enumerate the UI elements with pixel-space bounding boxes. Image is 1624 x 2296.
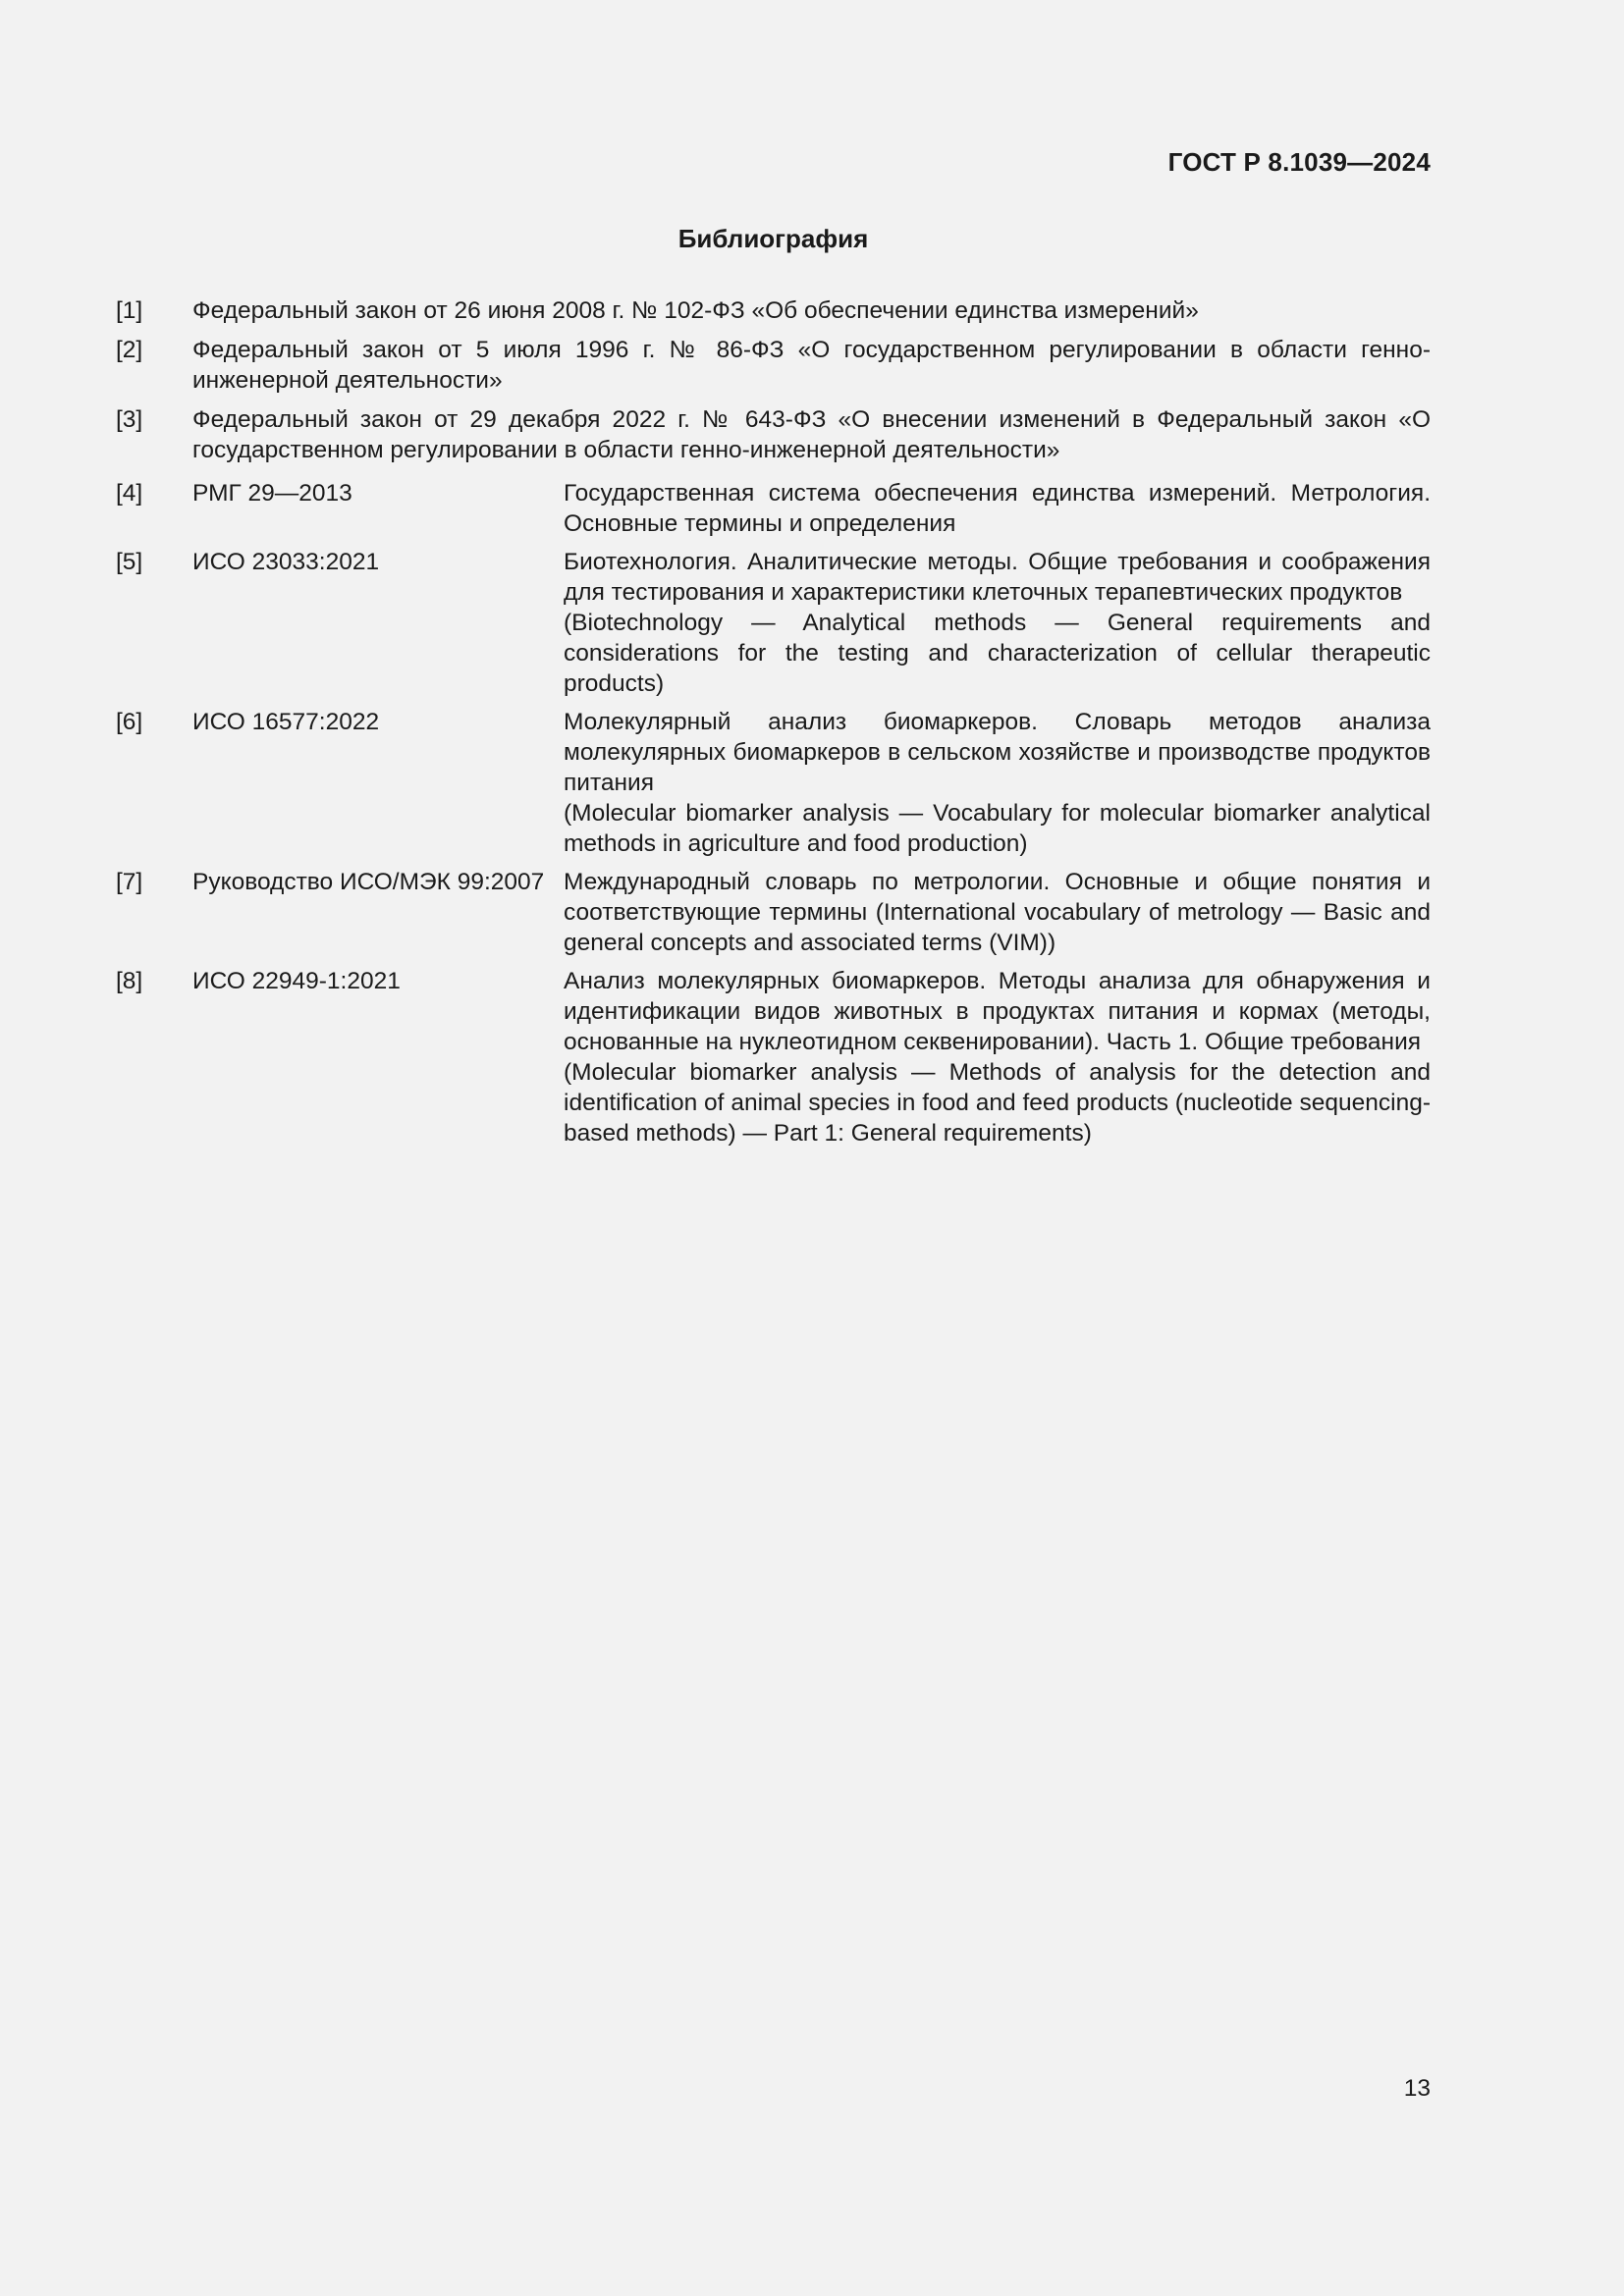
reference-code: ИСО 16577:2022 xyxy=(192,709,380,735)
reference-number: [6] xyxy=(116,709,143,735)
reference-number: [3] xyxy=(116,406,143,433)
reference-description xyxy=(564,707,1431,859)
reference-item xyxy=(116,867,1431,958)
reference-item xyxy=(116,966,1431,1148)
reference-description-line: Молекулярный анализ биомаркеров. Словарь методов анализа молекулярных биомаркеров в сельском хозяйстве и производстве продуктов питания xyxy=(564,709,1431,796)
reference-number: [7] xyxy=(116,869,143,895)
reference-description xyxy=(564,966,1431,1148)
reference-item xyxy=(116,335,1431,396)
reference-description-line: (Biotechnology — Analytical methods — General requirements and considerations for the testing and characterization of cellular therapeutic products) xyxy=(564,610,1431,697)
reference-number: [8] xyxy=(116,968,143,994)
reference-number: [4] xyxy=(116,480,143,507)
reference-text: Федеральный закон от 26 июня 2008 г. № 102-ФЗ «Об обеспечении единства измерений» xyxy=(192,297,1199,324)
reference-description xyxy=(564,478,1431,539)
page-number: 13 xyxy=(1403,2075,1431,2102)
reference-number: [2] xyxy=(116,337,143,363)
reference-number: [1] xyxy=(116,297,143,324)
reference-text: Федеральный закон от 29 декабря 2022 г. № 643-ФЗ «О внесении изменений в Федеральный закон «О государственном регулировании в области генно-инженерной деятельности» xyxy=(192,406,1431,463)
reference-item xyxy=(116,547,1431,699)
reference-description-line: Биотехнология. Аналитические методы. Общие требования и соображения для тестирования и характеристики клеточных терапевтических продуктов xyxy=(564,549,1431,606)
reference-item xyxy=(116,404,1431,465)
reference-item xyxy=(116,707,1431,859)
reference-item xyxy=(116,295,1431,326)
reference-number: [5] xyxy=(116,549,143,575)
reference-description-line: Международный словарь по метрологии. Основные и общие понятия и соответствующие термины (International vocabulary of metrology — Basic and general concepts and associated terms (VIM)) xyxy=(564,869,1431,956)
reference-text: Федеральный закон от 5 июля 1996 г. № 86-ФЗ «О государственном регулировании в области генно-инженерной деятельности» xyxy=(192,337,1431,394)
section-title: Библиография xyxy=(677,224,869,253)
reference-code: ИСО 23033:2021 xyxy=(192,549,380,575)
reference-code: Руководство ИСО/МЭК 99:2007 xyxy=(192,869,545,895)
reference-item xyxy=(116,478,1431,539)
bibliography-list xyxy=(116,295,1431,1156)
reference-code: РМГ 29—2013 xyxy=(192,480,352,507)
reference-description-line: (Molecular biomarker analysis — Methods of analysis for the detection and identification of animal species in food and feed products (nucleotide sequencing-based methods) — Part 1: General requirements) xyxy=(564,1059,1431,1147)
reference-description xyxy=(564,867,1431,958)
reference-code: ИСО 22949-1:2021 xyxy=(192,968,401,994)
reference-description xyxy=(564,547,1431,699)
reference-description-line: (Molecular biomarker analysis — Vocabulary for molecular biomarker analytical methods in agriculture and food production) xyxy=(564,800,1431,857)
reference-description-line: Государственная система обеспечения единства измерений. Метрология. Основные термины и определения xyxy=(564,480,1431,537)
reference-description-line: Анализ молекулярных биомаркеров. Методы анализа для обнаружения и идентификации видов животных в продуктах питания и кормах (методы, основанные на нуклеотидном секвенировании). Часть 1. Общие требования xyxy=(564,968,1431,1055)
document-code: ГОСТ Р 8.1039—2024 xyxy=(1167,147,1431,177)
